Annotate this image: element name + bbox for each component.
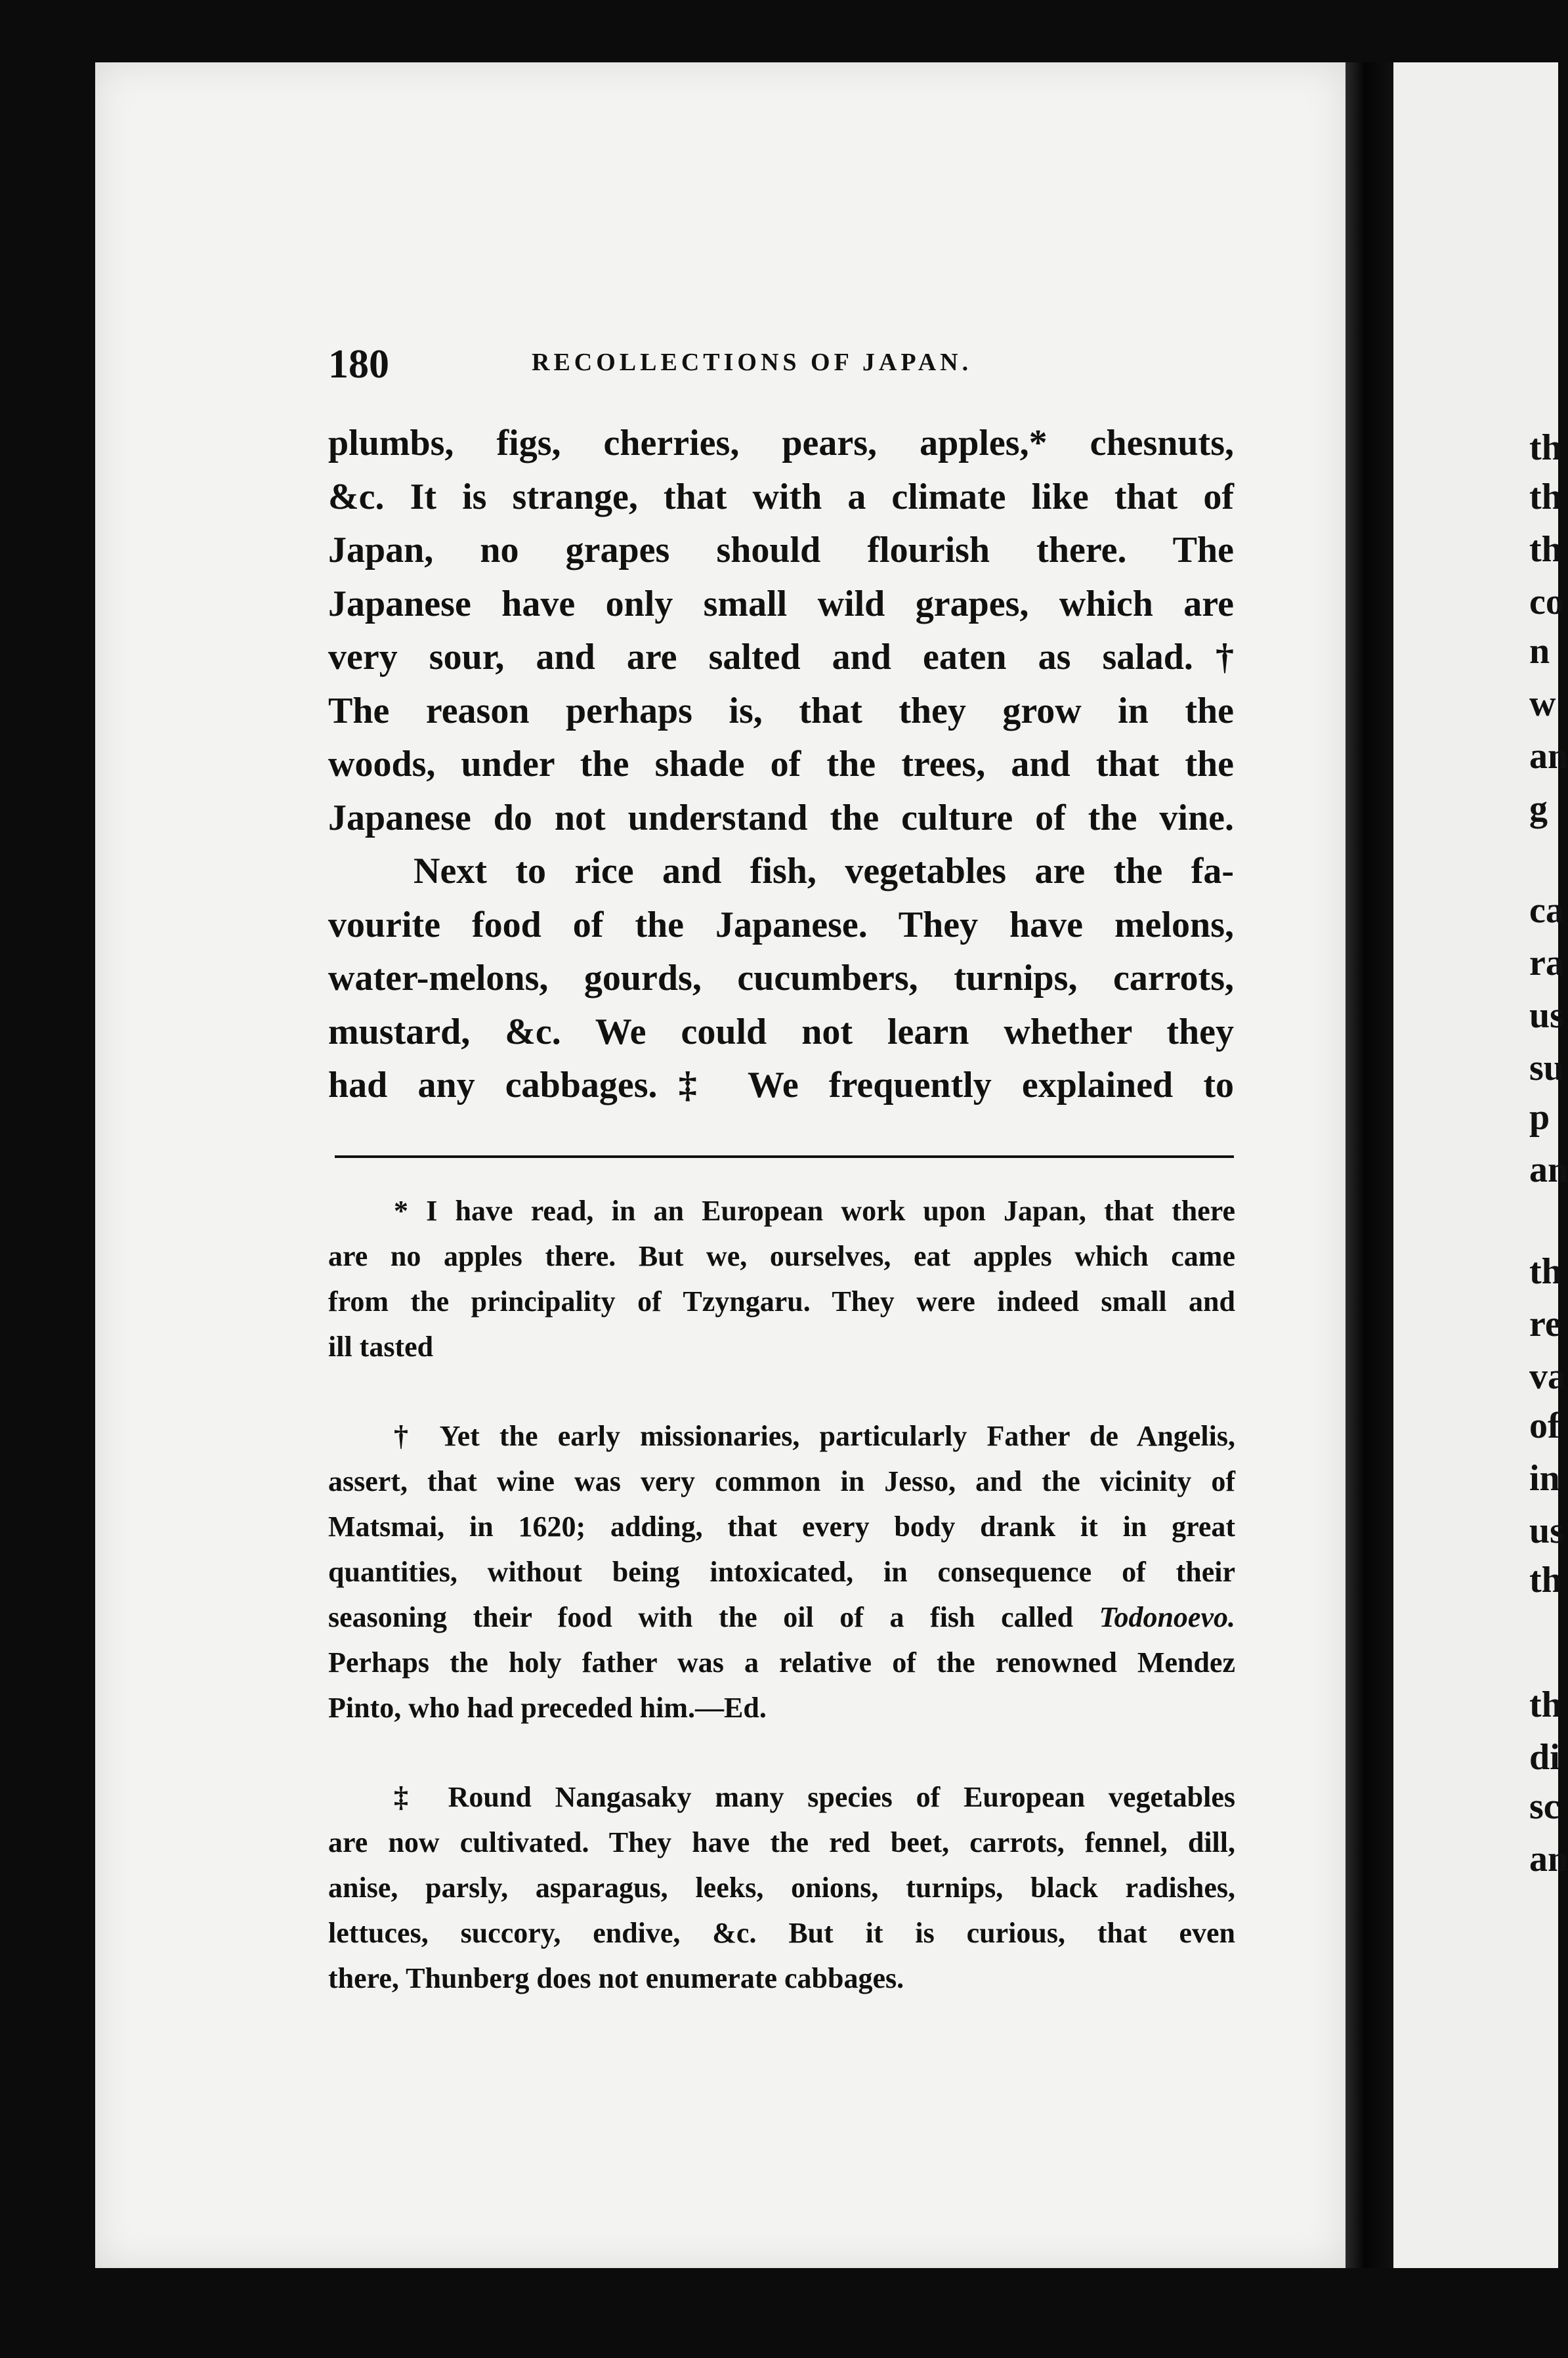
body-line: plumbs, figs, cherries, pears, apples,* chesnuts, [328, 423, 1234, 463]
right-page-fragment: p [1529, 1097, 1550, 1138]
footnote-line: Matsmai, in 1620; adding, that every body drank it in great [328, 1511, 1235, 1543]
body-line: Japanese do not understand the culture of the vine. [328, 797, 1234, 838]
right-page-fragment: di [1529, 1737, 1560, 1778]
footnote-wine [328, 1413, 1235, 1730]
body-line: Next to rice and fish, vegetables are the fa- [413, 851, 1234, 891]
body-text [328, 417, 1234, 1113]
footnote-line: assert, that wine was very common in Jesso, and the vicinity of [328, 1465, 1235, 1497]
right-page-fragment: th [1529, 427, 1562, 468]
right-page-fragment: co [1529, 582, 1564, 622]
right-page-fragment: sc [1529, 1786, 1560, 1827]
footnote-line: are now cultivated. They have the red beet, carrots, fennel, dill, [328, 1826, 1235, 1858]
footnote-line: are no apples there. But we, ourselves, eat apples which came [328, 1240, 1235, 1272]
footnote-line: ‡ Round Nangasaky many species of European vegetables [394, 1781, 1235, 1813]
footnote-line [328, 1595, 1235, 1640]
right-page-fragment: g [1529, 788, 1548, 829]
right-page-fragment: an [1529, 1149, 1568, 1190]
body-line: water-melons, gourds, cucumbers, turnips, carrots, [328, 958, 1234, 998]
footnote-vegetables [328, 1774, 1235, 2001]
right-page-fragment: th [1529, 1684, 1562, 1725]
body-line: The reason perhaps is, that they grow in the [328, 690, 1234, 731]
footnote-apples [328, 1188, 1235, 1369]
right-page-fragment: re [1529, 1304, 1561, 1344]
right-page-fragment: ca [1529, 890, 1564, 931]
footnote-line: † Yet the early missionaries, particularly Father de Angelis, [394, 1420, 1235, 1452]
fish-name: Todonoevo. [1099, 1601, 1235, 1633]
footnote-line: Pinto, who had preceded him.—Ed. [328, 1692, 767, 1724]
right-page-fragment: in [1529, 1458, 1560, 1499]
right-page-fragment: th [1529, 1251, 1562, 1292]
right-page-fragment: th [1529, 1560, 1562, 1600]
footnote-line: Perhaps the holy father was a relative of the renowned Mendez [328, 1646, 1235, 1679]
body-line: &c. It is strange, that with a climate like that of [328, 476, 1234, 517]
body-line: had any cabbages.‡ We frequently explained to [328, 1065, 1234, 1105]
footnote-line: * I have read, in an European work upon Japan, that there [394, 1195, 1235, 1227]
right-page-fragment: us [1529, 1511, 1564, 1551]
footnote-line: lettuces, succory, endive, &c. But it is curious, that even [328, 1917, 1235, 1949]
footnote-line: ill tasted [328, 1331, 434, 1363]
footnote-text: seasoning their food with the oil of a fish called [328, 1601, 1074, 1633]
right-page-fragment: an [1529, 736, 1568, 777]
footnote-line: quantities, without being intoxicated, in consequence of their [328, 1556, 1235, 1588]
page-header [328, 341, 1234, 387]
right-page-fragment: of [1529, 1405, 1560, 1446]
right-page-fragment: n [1529, 631, 1550, 672]
right-page-fragment: th [1529, 529, 1562, 570]
body-line: Japan, no grapes should flourish there. The [328, 530, 1234, 570]
page-number: 180 [328, 342, 389, 387]
right-page-fragment: us [1529, 995, 1564, 1036]
body-line: vourite food of the Japanese. They have melons, [328, 904, 1234, 945]
footnote-rule [335, 1155, 1234, 1158]
footnote-line: from the principality of Tzyngaru. They were indeed small and [328, 1285, 1235, 1318]
book-gutter [1346, 62, 1393, 2268]
footnote-line: there, Thunberg does not enumerate cabbages. [328, 1962, 904, 1994]
right-page-fragment: su [1529, 1048, 1564, 1088]
body-line: very sour, and are salted and eaten as salad.† [328, 637, 1234, 677]
footnote-line: anise, parsly, asparagus, leeks, onions, turnips, black radishes, [328, 1872, 1235, 1904]
right-page-fragment: w [1529, 683, 1556, 724]
body-line: woods, under the shade of the trees, and that the [328, 744, 1234, 784]
right-page-fragment: ra [1529, 943, 1564, 983]
body-line: mustard, &c. We could not learn whether they [328, 1011, 1234, 1052]
right-page-fragment: th [1529, 477, 1562, 517]
body-line: Japanese have only small wild grapes, which are [328, 583, 1234, 624]
right-page-fragment: an [1529, 1839, 1568, 1879]
right-page-fragment: va [1529, 1356, 1566, 1397]
running-title: RECOLLECTIONS OF JAPAN. [532, 349, 973, 376]
footnotes [328, 1188, 1235, 2045]
